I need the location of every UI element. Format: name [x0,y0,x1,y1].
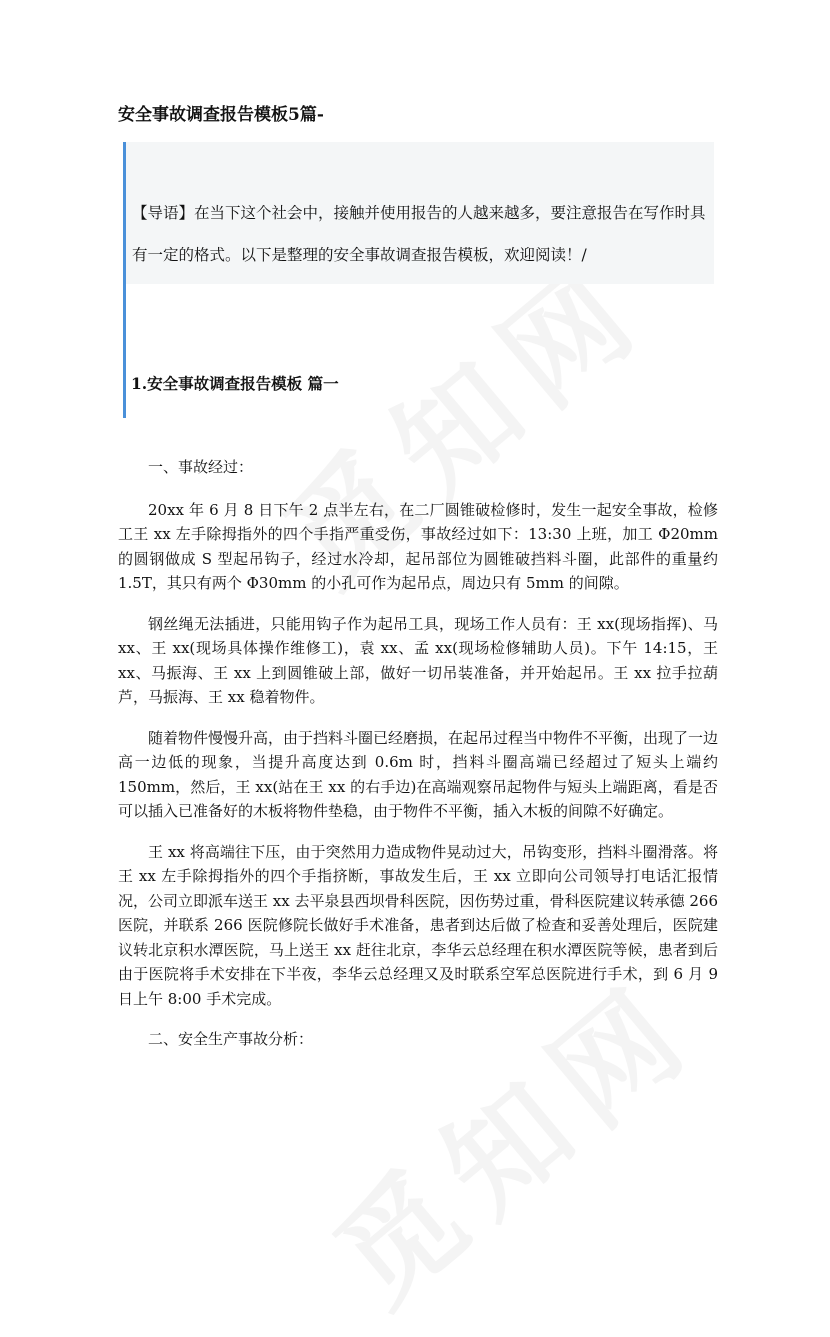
paragraph: 20xx 年 6 月 8 日下午 2 点半左右，在二厂圆锥破检修时，发生一起安全事故，检修工王 xx 左手除拇指外的四个手指严重受伤，事故经过如下：13:30 上班，加工 Φ20mm 的圆钢做成 S 型起吊钩子，经过水冷却，起吊部位为圆锥破挡料斗圈，此部件的重量约 1.5T，其只有两个 Φ30mm 的小孔可作为起吊点，周边只有 5mm 的间隙。 [118,500,718,592]
intro-text: 【导语】在当下这个社会中，接触并使用报告的人越来越多，要注意报告在写作时具有一定的格式。以下是整理的安全事故调查报告模板，欢迎阅读！/ [132,204,706,264]
quote-bar [123,142,126,418]
document-body [118,455,718,1070]
document-title: 安全事故调查报告模板5篇- [118,105,324,125]
subheading-1: 一、事故经过： [148,458,254,476]
subheading-2: 二、安全生产事故分析： [148,1030,314,1048]
paragraph: 随着物件慢慢升高，由于挡料斗圈已经磨损，在起吊过程当中物件不平衡，出现了一边高一边低的现象，当提升高度达到 0.6m 时，挡料斗圈高端已经超过了短头上端约 150mm，然后，王 xx(站在王 xx 的右手边)在高端观察吊起物件与短头上端距离，看是否可以插入已准备好的木板将物件垫稳，由于物件不平衡，插入木板的间隙不好确定。 [118,728,719,820]
section-heading: 1.安全事故调查报告模板 篇一 [131,374,339,393]
paragraph: 钢丝绳无法插进，只能用钩子作为起吊工具，现场工作人员有：王 xx(现场指挥)、马 xx、王 xx(现场具体操作维修工)，袁 xx、孟 xx(现场检修辅助人员)。下午 14:15，王 xx、马振海、王 xx 上到圆锥破上部，做好一切吊装准备，并开始起吊。王 xx 拉手拉葫芦，马振海、王 xx 稳着物件。 [118,614,718,706]
paragraph: 王 xx 将高端往下压，由于突然用力造成物件晃动过大，吊钩变形，挡料斗圈滑落。将王 xx 左手除拇指外的四个手指挤断，事故发生后，王 xx 立即向公司领导打电话汇报情况，公司立即派车送王 xx 去平泉县西坝骨科医院，因伤势过重，骨科医院建议转承德 266 医院，并联系 266 医院修院长做好手术准备，患者到达后做了检查和妥善处理后，医院建议转北京积水潭医院，马上送王 xx 赶往北京，李华云总经理在积水潭医院等候，患者到后由于医院将手术安排在下半夜，李华云总经理又及时联系空军总医院进行手术，到 6 月 9 日上午 8:00 手术完成。 [118,842,718,1008]
